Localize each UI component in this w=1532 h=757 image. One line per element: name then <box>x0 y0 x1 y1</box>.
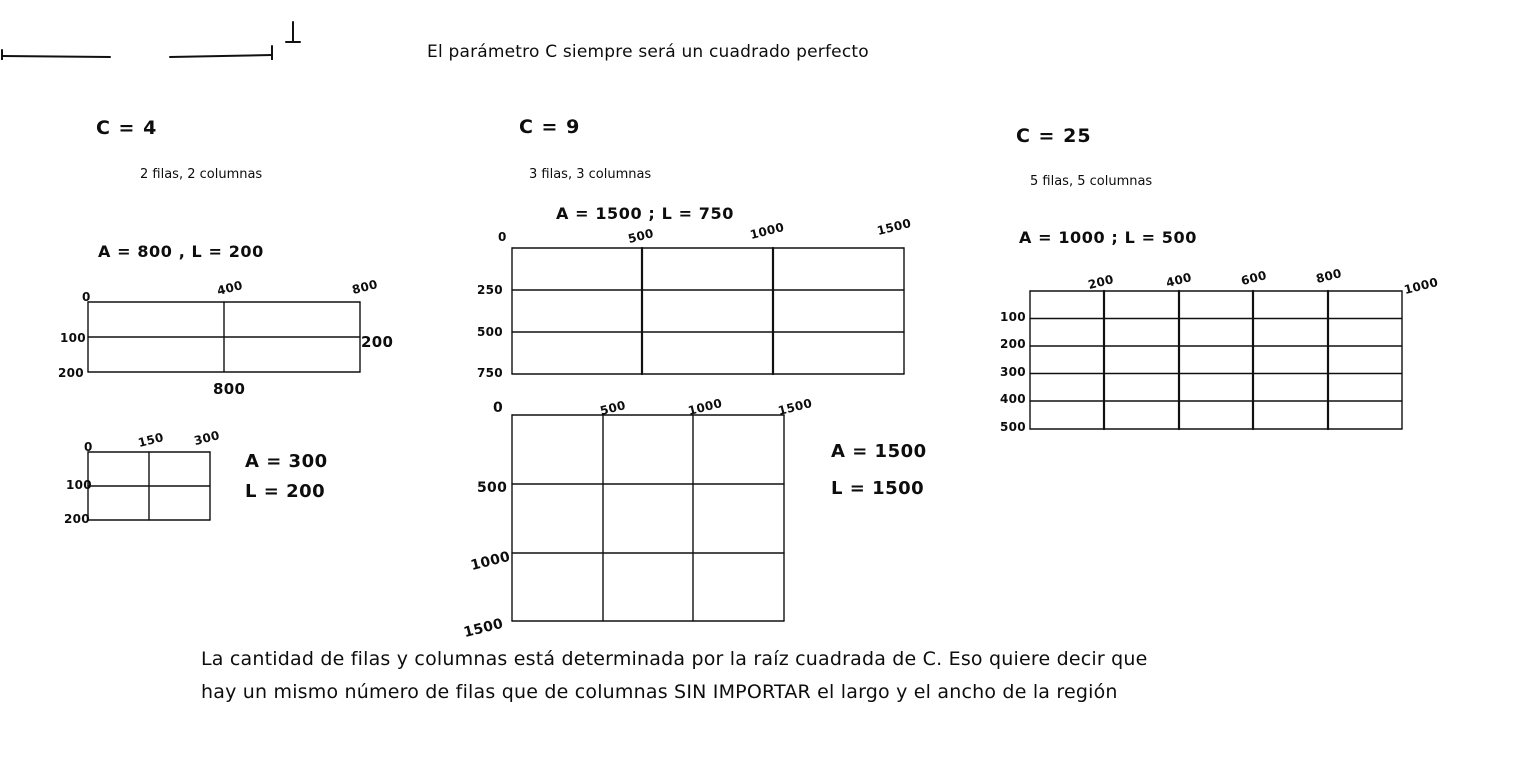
grid-1000x500 <box>1030 291 1410 431</box>
c4-grid1-xtick-2: 800 <box>350 277 380 297</box>
grid-300x200 <box>88 452 218 522</box>
c25-sublabel: 5 filas, 5 columnas <box>1030 174 1153 189</box>
footer-line-2: hay un mismo número de filas que de columnas SIN IMPORTAR el largo y el ancho de la región <box>201 681 1118 703</box>
grid-800x200 <box>88 302 368 372</box>
c25-grid1-xtick-1: 400 <box>1164 270 1194 290</box>
c4-grid2-ytick-1: 100 <box>66 478 92 492</box>
c4-grid1-ytick-1: 100 <box>60 331 86 345</box>
c9-grid2-ytick-3: 1500 <box>462 615 505 641</box>
c9-grid2-xtick-1: 500 <box>598 398 628 418</box>
c9-grid1-xtick-3: 1500 <box>875 216 913 238</box>
grid-1500x750 <box>512 248 912 376</box>
c4-grid1-width-annotation: 800 <box>213 380 246 398</box>
c4-sublabel: 2 filas, 2 columnas <box>140 167 263 182</box>
c9-grid1-xtick-0: 0 <box>498 230 507 244</box>
c25-grid1-xtick-0: 200 <box>1086 272 1116 292</box>
c4-grid1-xtick-1: 400 <box>215 278 245 298</box>
c25-grid1-ytick-3: 400 <box>1000 392 1026 406</box>
c9-grid2-dims-l: L = 1500 <box>831 478 925 499</box>
c25-grid1-xtick-4: 1000 <box>1402 275 1440 297</box>
c4-grid1-height-annotation: 200 <box>361 333 394 351</box>
c25-grid1-ytick-2: 300 <box>1000 365 1026 379</box>
c9-grid1-xtick-1: 500 <box>626 226 656 246</box>
c4-grid1-ytick-2: 200 <box>58 366 84 380</box>
c25-label: C = 25 <box>1016 125 1092 147</box>
c4-grid2-xtick-1: 150 <box>136 430 166 450</box>
grid-1500x1500 <box>512 415 792 623</box>
c9-grid2-ytick-1: 500 <box>477 480 508 496</box>
c25-grid1-dims: A = 1000 ; L = 500 <box>1019 228 1197 247</box>
c9-grid1-ytick-1: 250 <box>477 283 503 297</box>
c9-grid2-xtick-0: 0 <box>493 400 504 416</box>
c9-grid1-ytick-2: 500 <box>477 325 503 339</box>
c4-grid2-xtick-2: 300 <box>192 428 222 448</box>
c4-grid2-dims-a: A = 300 <box>245 451 328 472</box>
c9-grid1-xtick-2: 1000 <box>748 220 786 242</box>
c25-grid1-ytick-1: 200 <box>1000 337 1026 351</box>
c9-grid2-dims-a: A = 1500 <box>831 441 927 462</box>
c9-grid2-ytick-2: 1000 <box>469 548 512 574</box>
c4-grid2-ytick-2: 200 <box>64 512 90 526</box>
c9-grid1-ytick-3: 750 <box>477 366 503 380</box>
c4-grid1-xtick-0: 0 <box>82 290 91 304</box>
c25-grid1-xtick-2: 600 <box>1239 268 1269 288</box>
footer-line-1: La cantidad de filas y columnas está determinada por la raíz cuadrada de C. Eso quiere decir que <box>201 648 1148 670</box>
c25-grid1-ytick-0: 100 <box>1000 310 1026 324</box>
c4-grid2-dims-l: L = 200 <box>245 481 326 502</box>
c9-grid2-xtick-3: 1500 <box>776 396 814 418</box>
c4-grid2-xtick-0: 0 <box>84 440 93 454</box>
c9-label: C = 9 <box>519 116 581 138</box>
c9-grid2-xtick-2: 1000 <box>686 396 724 418</box>
c4-grid1-annotation-marks <box>0 0 310 60</box>
c9-grid1-dims: A = 1500 ; L = 750 <box>556 204 734 223</box>
c25-grid1-ytick-4: 500 <box>1000 420 1026 434</box>
c9-sublabel: 3 filas, 3 columnas <box>529 167 652 182</box>
c25-grid1-xtick-3: 800 <box>1314 266 1344 286</box>
c4-label: C = 4 <box>96 117 158 139</box>
page-title: El parámetro C siempre será un cuadrado perfecto <box>427 42 869 62</box>
c4-grid1-dims: A = 800 , L = 200 <box>98 242 264 261</box>
